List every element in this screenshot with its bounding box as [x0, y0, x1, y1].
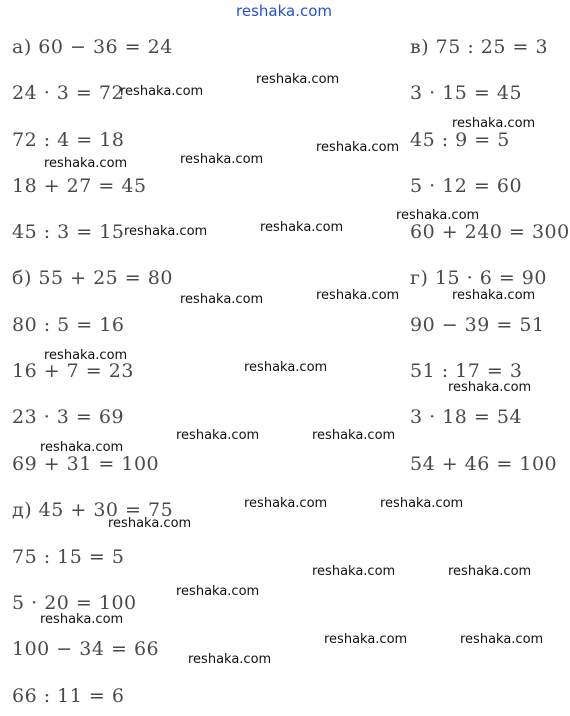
- watermark-text: reshaka.com: [316, 140, 400, 155]
- equation-line: 60 + 240 = 300: [410, 221, 570, 243]
- equation-line: а) 60 − 36 = 24: [12, 36, 173, 58]
- equation-line: 3 · 18 = 54: [410, 406, 523, 428]
- equation-line: 5 · 20 = 100: [12, 592, 137, 614]
- equation-line: 16 + 7 = 23: [12, 360, 134, 382]
- watermark-text: reshaka.com: [180, 152, 264, 167]
- watermark-text: reshaka.com: [176, 584, 260, 599]
- equation-line: 54 + 46 = 100: [410, 453, 558, 475]
- watermark-text: reshaka.com: [260, 220, 344, 235]
- equation-line: 45 : 9 = 5: [410, 129, 510, 151]
- watermark-text: reshaka.com: [44, 348, 128, 363]
- watermark-text: reshaka.com: [396, 208, 480, 223]
- watermark-text: reshaka.com: [312, 428, 396, 443]
- watermark-text: reshaka.com: [40, 440, 124, 455]
- equation-line: 75 : 15 = 5: [12, 546, 125, 568]
- equation-line: 5 · 12 = 60: [410, 175, 523, 197]
- equation-line: 51 : 17 = 3: [410, 360, 523, 382]
- equation-line: 24 · 3 = 72: [12, 82, 125, 104]
- watermark-text: reshaka.com: [108, 516, 192, 531]
- watermark-text: reshaka.com: [244, 496, 328, 511]
- equation-line: 90 − 39 = 51: [410, 314, 545, 336]
- watermark-text: reshaka.com: [448, 564, 532, 579]
- watermark-text: reshaka.com: [452, 116, 536, 131]
- equation-line: 23 · 3 = 69: [12, 406, 125, 428]
- watermark-text: reshaka.com: [124, 224, 208, 239]
- header-watermark: reshaka.com: [236, 2, 332, 20]
- equation-line: б) 55 + 25 = 80: [12, 267, 173, 289]
- watermark-text: reshaka.com: [44, 156, 128, 171]
- watermark-text: reshaka.com: [316, 288, 400, 303]
- watermark-text: reshaka.com: [448, 380, 532, 395]
- equation-line: в) 75 : 25 = 3: [410, 36, 549, 58]
- equation-line: 66 : 11 = 6: [12, 685, 125, 707]
- equation-line: 72 : 4 = 18: [12, 129, 125, 151]
- equation-line: 80 : 5 = 16: [12, 314, 125, 336]
- watermark-text: reshaka.com: [120, 84, 204, 99]
- watermark-text: reshaka.com: [324, 632, 408, 647]
- equation-line: 45 : 3 = 15: [12, 221, 125, 243]
- watermark-text: reshaka.com: [460, 632, 544, 647]
- watermark-text: reshaka.com: [40, 612, 124, 627]
- watermark-text: reshaka.com: [176, 428, 260, 443]
- watermark-text: reshaka.com: [244, 360, 328, 375]
- watermark-text: reshaka.com: [380, 496, 464, 511]
- equation-line: 18 + 27 = 45: [12, 175, 147, 197]
- watermark-text: reshaka.com: [452, 288, 536, 303]
- watermark-text: reshaka.com: [188, 652, 272, 667]
- equation-line: г) 15 · 6 = 90: [410, 267, 547, 289]
- watermark-text: reshaka.com: [256, 72, 340, 87]
- equation-line: д) 45 + 30 = 75: [12, 499, 174, 521]
- watermark-text: reshaka.com: [312, 564, 396, 579]
- watermark-text: reshaka.com: [180, 292, 264, 307]
- equation-line: 69 + 31 = 100: [12, 453, 160, 475]
- equation-line: 3 · 15 = 45: [410, 82, 523, 104]
- equation-line: 100 − 34 = 66: [12, 638, 160, 660]
